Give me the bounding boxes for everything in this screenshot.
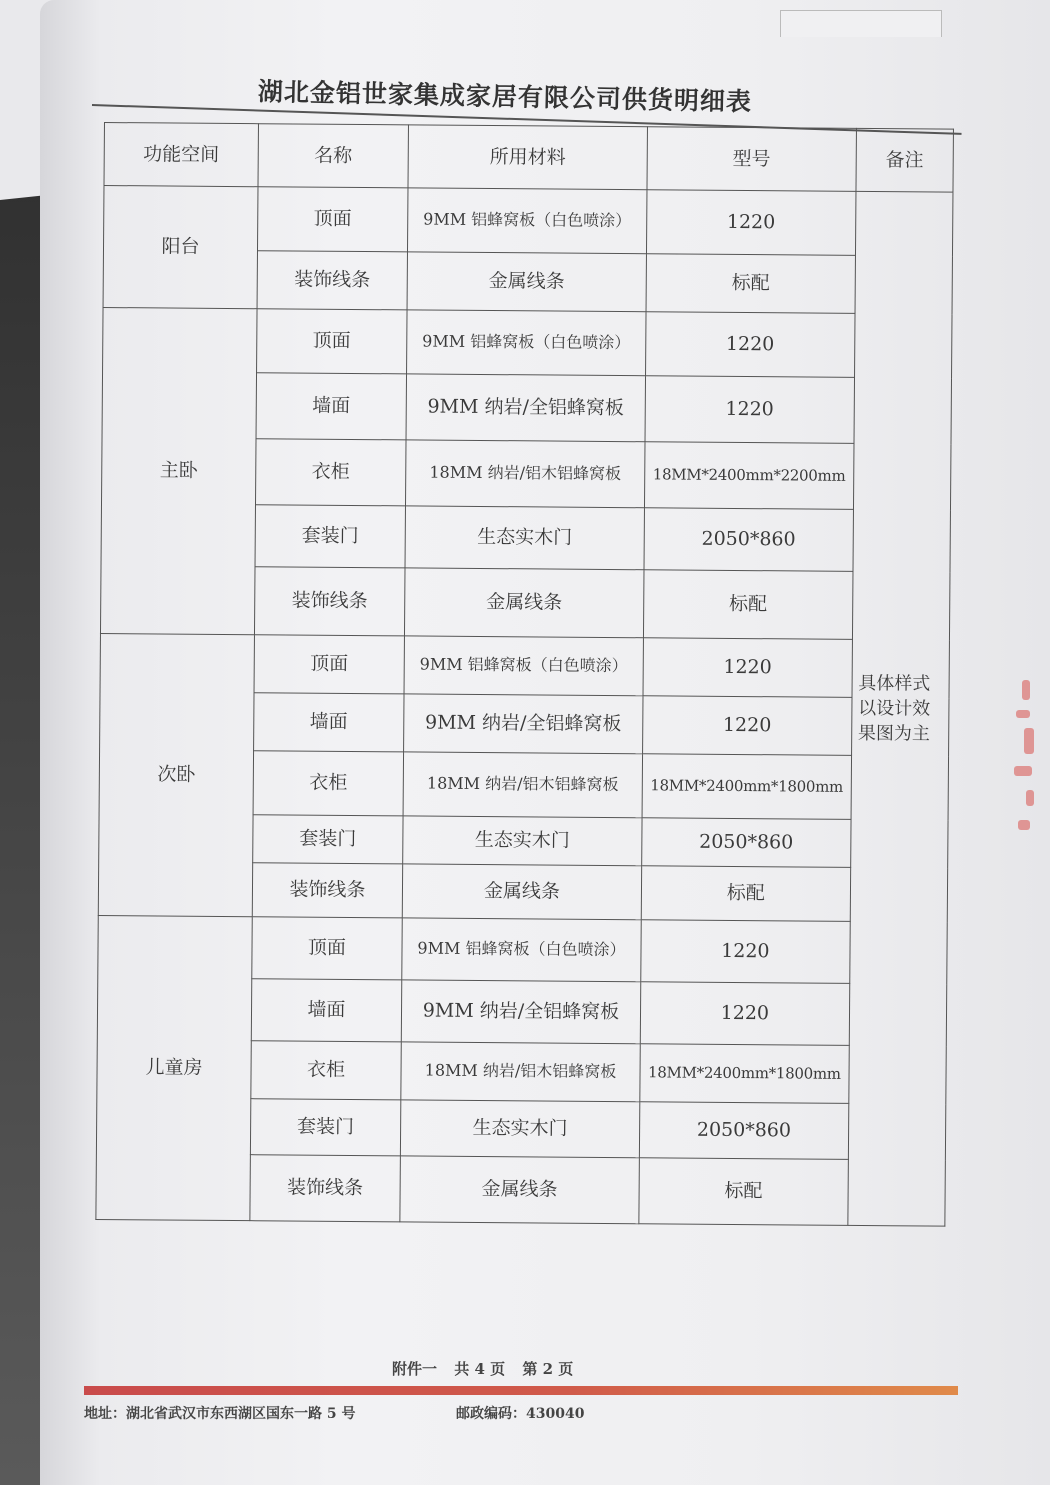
cell-note — [848, 191, 953, 1226]
cell-material: 金属线条 — [407, 252, 647, 312]
cell-name: 套装门 — [255, 505, 405, 568]
cell-name: 装饰线条 — [254, 567, 404, 636]
cell-space: 主卧 — [100, 307, 257, 634]
cell-material: 生态实木门 — [405, 506, 645, 570]
cell-model: 标配 — [643, 570, 852, 640]
supply-table-container — [95, 122, 954, 1241]
header-name: 名称 — [258, 124, 408, 188]
cell-name: 装饰线条 — [257, 251, 407, 310]
total-pages: 共 4 页 — [454, 1360, 506, 1378]
cell-name: 装饰线条 — [250, 1155, 400, 1222]
cell-model: 18MM*2400mm*2200mm — [645, 442, 854, 510]
cell-model: 18MM*2400mm*1800mm — [640, 1044, 849, 1104]
cell-model: 2050*860 — [642, 818, 851, 868]
cell-model: 2050*860 — [639, 1102, 848, 1160]
table-row — [103, 186, 952, 257]
cell-name: 衣柜 — [253, 751, 403, 816]
cell-model: 1220 — [646, 190, 855, 256]
cell-name: 顶面 — [254, 635, 404, 694]
cell-name: 墙面 — [254, 693, 404, 752]
header-model: 型号 — [647, 127, 856, 192]
table-row — [98, 915, 947, 984]
postal-code: 邮政编码：430040 — [456, 1406, 585, 1422]
cell-material: 9MM 纳岩/全铝蜂窝板 — [401, 980, 641, 1044]
cell-name: 套装门 — [250, 1099, 400, 1156]
cell-material: 生态实木门 — [403, 816, 642, 866]
header-note: 备注 — [856, 128, 954, 192]
cell-model: 18MM*2400mm*1800mm — [642, 754, 851, 820]
cell-material: 生态实木门 — [400, 1100, 640, 1158]
company-address: 地址：湖北省武汉市东西湖区国东一路 5 号 — [84, 1406, 356, 1422]
table-body — [96, 186, 953, 1227]
current-page: 第 2 页 — [522, 1360, 574, 1378]
cell-space: 阳台 — [103, 186, 258, 309]
cell-material: 金属线条 — [400, 1156, 640, 1224]
cell-material: 9MM 铝蜂窝板（白色喷涂） — [402, 918, 642, 982]
cell-model: 1220 — [643, 696, 852, 756]
attachment-label: 附件一 — [392, 1360, 438, 1378]
cell-material: 9MM 铝蜂窝板（白色喷涂） — [404, 636, 644, 696]
cell-name: 衣柜 — [251, 1041, 401, 1100]
note-text: 具体样式以设计效果图为主 — [857, 672, 931, 745]
supply-detail-table — [95, 122, 954, 1227]
cell-material: 金属线条 — [404, 568, 644, 638]
header-material: 所用材料 — [408, 125, 648, 190]
cell-material: 金属线条 — [402, 864, 642, 920]
cell-material: 9MM 铝蜂窝板（白色喷涂） — [406, 310, 646, 376]
cell-model: 2050*860 — [644, 508, 853, 572]
cell-name: 墙面 — [256, 373, 406, 440]
cell-name: 墙面 — [251, 979, 401, 1042]
cell-space: 次卧 — [98, 633, 254, 916]
cell-name: 装饰线条 — [252, 863, 402, 918]
cell-material: 18MM 纳岩/铝木铝蜂窝板 — [405, 440, 645, 508]
red-stamp-mark — [1012, 680, 1046, 850]
cell-model: 1220 — [643, 638, 852, 698]
cell-material: 9MM 纳岩/全铝蜂窝板 — [406, 374, 646, 442]
table-row — [100, 633, 949, 698]
cell-name: 套装门 — [253, 815, 403, 864]
cell-material: 9MM 铝蜂窝板（白色喷涂） — [407, 188, 647, 254]
document-title: 湖北金铝世家集成家居有限公司供货明细表 — [257, 77, 753, 117]
footer-color-bar — [84, 1386, 958, 1395]
cell-name: 顶面 — [257, 309, 407, 374]
cell-model: 标配 — [646, 254, 855, 314]
table-row — [103, 307, 952, 378]
cell-model: 标配 — [641, 866, 850, 922]
cell-material: 18MM 纳岩/铝木铝蜂窝板 — [401, 1042, 641, 1102]
cell-material: 18MM 纳岩/铝木铝蜂窝板 — [403, 752, 643, 818]
header-space: 功能空间 — [104, 123, 258, 187]
cell-name: 衣柜 — [255, 439, 405, 506]
cell-model: 1220 — [640, 982, 849, 1046]
cell-model: 标配 — [639, 1158, 848, 1226]
page-indicator — [392, 1358, 573, 1379]
cell-model: 1220 — [646, 312, 855, 378]
cell-model: 1220 — [641, 920, 850, 984]
cell-model: 1220 — [645, 376, 854, 444]
cell-name: 顶面 — [257, 187, 407, 252]
table-header-row — [104, 123, 953, 193]
paper-tab — [780, 10, 942, 37]
cell-space: 儿童房 — [96, 915, 252, 1220]
cell-name: 顶面 — [252, 917, 402, 980]
cell-material: 9MM 纳岩/全铝蜂窝板 — [403, 694, 643, 754]
